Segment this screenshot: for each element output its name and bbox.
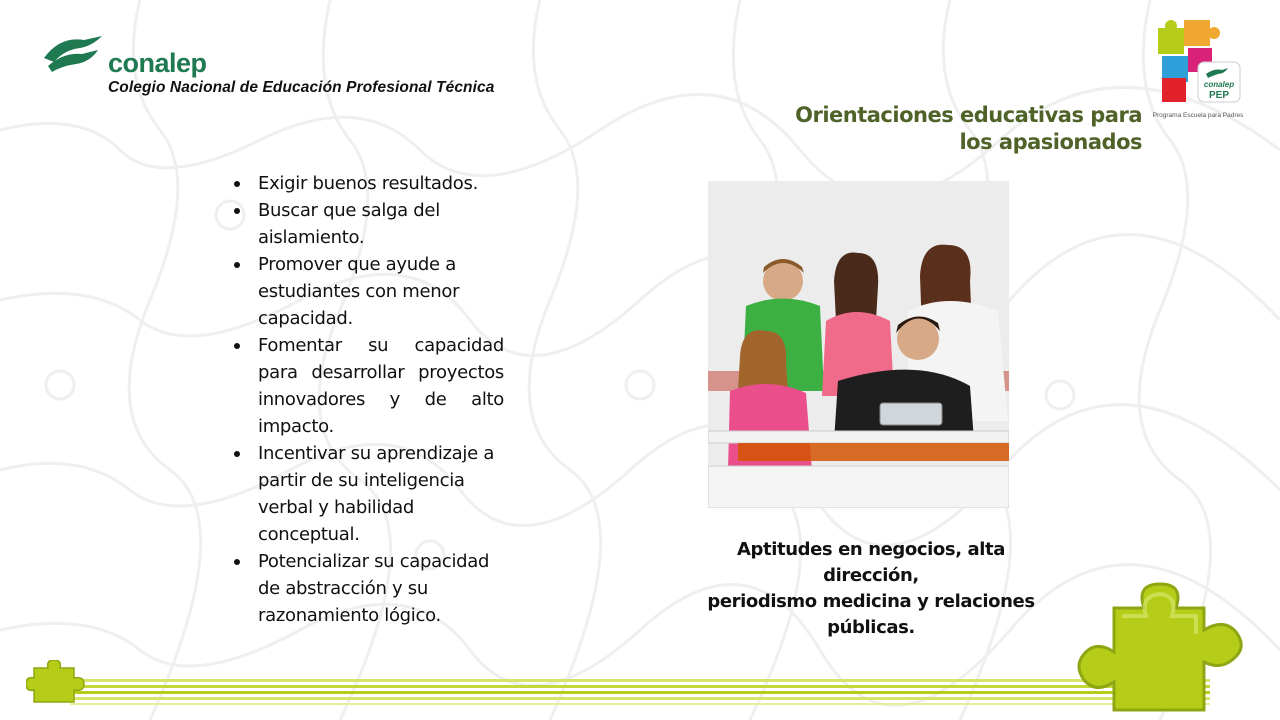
- bullet-dot-icon: [234, 559, 240, 565]
- pep-caption: Programa Escuela para Padres: [1152, 112, 1244, 119]
- list-item-text: Fomentar su capacidad para desarrollar proyectos innovadores y de alto impacto.: [258, 335, 504, 437]
- caption-line-3: públicas.: [827, 617, 915, 638]
- large-puzzle-piece-icon: [1074, 578, 1264, 716]
- bullet-dot-icon: [234, 181, 240, 187]
- pep-brand: conalep: [1203, 80, 1235, 89]
- list-item-text: Promover que ayude a estudiantes con menor capacidad.: [258, 254, 460, 329]
- brand-subtitle: Colegio Nacional de Educación Profesional Técnica: [108, 79, 495, 96]
- list-item: [232, 197, 504, 251]
- caption-line-1: Aptitudes en negocios, alta dirección,: [737, 539, 1005, 586]
- bullet-dot-icon: [234, 451, 240, 457]
- pep-puzzle-logo-icon: [1148, 16, 1248, 112]
- caption-line-2: periodismo medicina y relaciones: [707, 591, 1035, 612]
- list-item-text: Incentivar su aprendizaje a partir de su inteligencia verbal y habilidad conceptual.: [258, 443, 495, 545]
- list-item-text: Buscar que salga del aislamiento.: [258, 200, 440, 248]
- brand-name: conalep: [108, 48, 207, 78]
- pep-badge: PEP: [1208, 90, 1230, 101]
- list-item: [232, 170, 504, 197]
- students-photo: [708, 181, 1009, 508]
- bullet-dot-icon: [234, 343, 240, 349]
- decorative-stripes: [70, 677, 1210, 707]
- bullet-dot-icon: [234, 208, 240, 214]
- students-illustration: [708, 181, 1009, 508]
- bullet-dot-icon: [234, 262, 240, 268]
- list-item-text: Exigir buenos resultados.: [258, 173, 478, 194]
- list-item: [232, 548, 504, 629]
- orientation-list: [232, 170, 504, 629]
- page-title: [742, 102, 1142, 156]
- list-item: [232, 440, 504, 548]
- photo-caption: [690, 537, 1052, 641]
- title-line-2: los apasionados: [959, 130, 1142, 154]
- conalep-logo-icon: [40, 32, 106, 74]
- small-puzzle-piece-icon: [26, 660, 86, 705]
- list-item-text: Potencializar su capacidad de abstracción y su razonamiento lógico.: [258, 551, 490, 626]
- list-item: [232, 332, 504, 440]
- title-line-1: Orientaciones educativas para: [795, 103, 1142, 127]
- list-item: [232, 251, 504, 332]
